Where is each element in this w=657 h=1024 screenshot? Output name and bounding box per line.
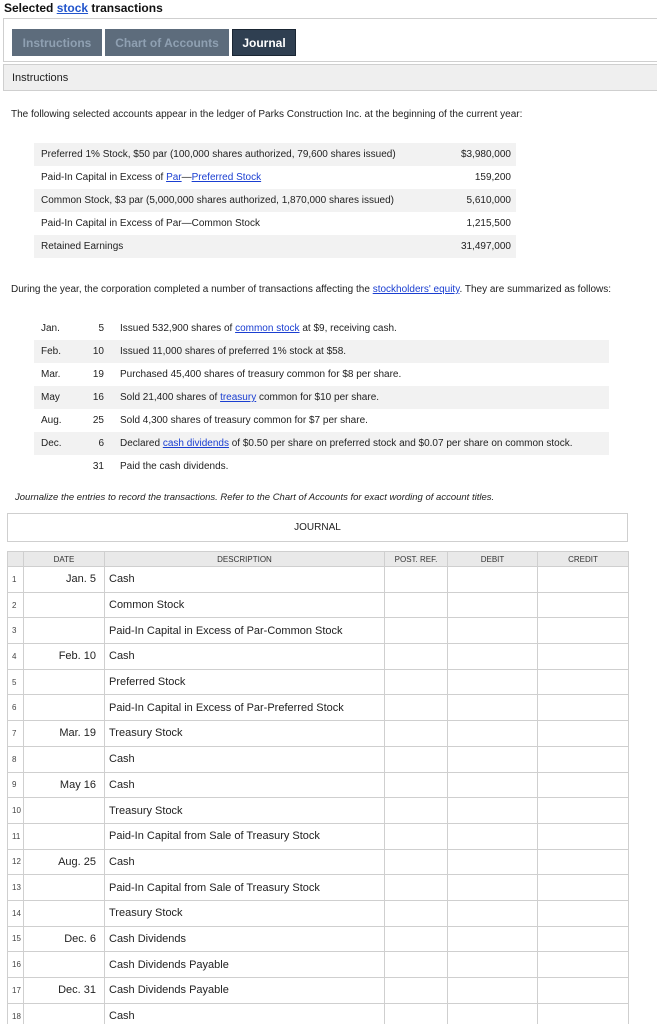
date-cell[interactable]: Aug. 25 — [24, 849, 105, 875]
description-cell[interactable]: Treasury Stock — [105, 798, 385, 824]
date-cell[interactable]: Jan. 5 — [24, 567, 105, 593]
row-number-header — [8, 552, 24, 567]
post-ref-cell[interactable] — [385, 772, 448, 798]
transaction-row — [34, 432, 609, 455]
journal-title: JOURNAL — [7, 513, 628, 542]
tab-instructions[interactable]: Instructions — [12, 29, 102, 56]
credit-cell[interactable] — [538, 669, 629, 695]
stockholders-equity-link[interactable]: stockholders' equity — [372, 284, 460, 295]
transaction-row — [34, 386, 609, 409]
description-cell[interactable]: Paid-In Capital in Excess of Par-Preferred Stock — [105, 695, 385, 721]
post-ref-cell[interactable] — [385, 823, 448, 849]
credit-cell[interactable] — [538, 644, 629, 670]
post-ref-cell[interactable] — [385, 695, 448, 721]
post-ref-cell[interactable] — [385, 746, 448, 772]
journal-header-row — [8, 552, 629, 567]
date-cell[interactable]: May 16 — [24, 772, 105, 798]
row-number: 15 — [8, 926, 24, 952]
transaction-month: Feb. — [41, 346, 62, 357]
post-ref-cell[interactable] — [385, 669, 448, 695]
journal-row — [8, 823, 629, 849]
date-cell[interactable] — [24, 669, 105, 695]
transaction-month: Aug. — [41, 415, 62, 426]
transaction-text: Paid the cash dividends. — [120, 461, 229, 472]
date-cell[interactable] — [24, 875, 105, 901]
description-cell[interactable]: Treasury Stock — [105, 900, 385, 926]
post-ref-column-header: POST. REF. — [385, 552, 448, 567]
post-ref-cell[interactable] — [385, 567, 448, 593]
credit-cell[interactable] — [538, 1003, 629, 1024]
row-number: 5 — [8, 669, 24, 695]
transaction-day: 25 — [92, 415, 104, 426]
credit-cell[interactable] — [538, 746, 629, 772]
instructions-header: Instructions — [3, 64, 657, 91]
credit-cell[interactable] — [538, 721, 629, 747]
description-cell[interactable]: Paid-In Capital from Sale of Treasury Stock — [105, 875, 385, 901]
tab-chart-of-accounts[interactable]: Chart of Accounts — [105, 29, 229, 56]
post-ref-cell[interactable] — [385, 875, 448, 901]
row-number: 18 — [8, 1003, 24, 1024]
transaction-row — [34, 455, 609, 478]
account-amount: 1,215,500 — [466, 218, 511, 229]
date-cell[interactable] — [24, 952, 105, 978]
row-number: 10 — [8, 798, 24, 824]
transaction-day: 6 — [98, 438, 104, 449]
tab-bar — [3, 18, 657, 62]
journal-row — [8, 746, 629, 772]
journal-row — [8, 567, 629, 593]
transaction-description — [120, 369, 401, 380]
debit-cell[interactable] — [448, 900, 538, 926]
post-ref-cell[interactable] — [385, 721, 448, 747]
transaction-row — [34, 363, 609, 386]
transaction-text-suffix: at $9, receiving cash. — [299, 323, 397, 334]
transaction-text: Sold 21,400 shares of — [120, 392, 221, 403]
credit-cell[interactable] — [538, 618, 629, 644]
post-ref-cell[interactable] — [385, 978, 448, 1004]
debit-cell[interactable] — [448, 823, 538, 849]
debit-cell[interactable] — [448, 978, 538, 1004]
debit-cell[interactable] — [448, 798, 538, 824]
date-cell[interactable]: Dec. 31 — [24, 978, 105, 1004]
journal-row — [8, 849, 629, 875]
row-number: 6 — [8, 695, 24, 721]
description-cell[interactable]: Cash — [105, 567, 385, 593]
post-ref-cell[interactable] — [385, 849, 448, 875]
date-cell[interactable] — [24, 900, 105, 926]
description-cell[interactable]: Cash — [105, 849, 385, 875]
date-cell[interactable]: Mar. 19 — [24, 721, 105, 747]
preferred-stock-link[interactable]: Preferred Stock — [191, 172, 262, 183]
description-column-header: DESCRIPTION — [105, 552, 385, 567]
account-amount: 31,497,000 — [460, 241, 511, 252]
transaction-description — [120, 415, 368, 426]
debit-cell[interactable] — [448, 669, 538, 695]
transaction-text-suffix: of $0.50 per share on preferred stock and $0.07 per share on common stock. — [228, 438, 573, 449]
description-cell[interactable]: Cash Dividends — [105, 926, 385, 952]
date-cell[interactable] — [24, 746, 105, 772]
transaction-link[interactable]: common stock — [235, 323, 300, 334]
row-number: 17 — [8, 978, 24, 1004]
account-label — [41, 172, 261, 183]
transaction-month: May — [41, 392, 60, 403]
credit-cell[interactable] — [538, 926, 629, 952]
credit-cell[interactable] — [538, 900, 629, 926]
journal-instruction: Journalize the entries to record the transactions. Refer to the Chart of Accounts for exact wording of account titles. — [15, 492, 495, 503]
row-number: 16 — [8, 952, 24, 978]
transaction-row — [34, 340, 609, 363]
journal-row — [8, 669, 629, 695]
transaction-month: Jan. — [41, 323, 60, 334]
debit-cell[interactable] — [448, 618, 538, 644]
journal-row — [8, 875, 629, 901]
transaction-link[interactable]: cash dividends — [162, 438, 229, 449]
transaction-month: Dec. — [41, 438, 62, 449]
page-title-suffix: transactions — [88, 1, 163, 15]
transaction-day: 10 — [92, 346, 104, 357]
description-cell[interactable]: Cash Dividends Payable — [105, 978, 385, 1004]
transaction-day: 5 — [98, 323, 104, 334]
debit-cell[interactable] — [448, 746, 538, 772]
post-ref-cell[interactable] — [385, 644, 448, 670]
accounts-table — [34, 143, 516, 258]
account-amount: 159,200 — [474, 172, 511, 183]
row-number: 13 — [8, 875, 24, 901]
account-row — [34, 235, 516, 258]
date-cell[interactable] — [24, 618, 105, 644]
transactions-table — [34, 317, 609, 478]
transaction-text: Issued 532,900 shares of — [120, 323, 236, 334]
stock-link[interactable]: stock — [56, 1, 89, 15]
debit-cell[interactable] — [448, 772, 538, 798]
description-cell[interactable]: Common Stock — [105, 592, 385, 618]
account-row — [34, 189, 516, 212]
row-number: 2 — [8, 592, 24, 618]
debit-cell[interactable] — [448, 849, 538, 875]
date-column-header: DATE — [24, 552, 105, 567]
journal-row — [8, 618, 629, 644]
debit-cell[interactable] — [448, 592, 538, 618]
journal-row — [8, 772, 629, 798]
date-cell[interactable] — [24, 695, 105, 721]
credit-cell[interactable] — [538, 592, 629, 618]
date-cell[interactable] — [24, 1003, 105, 1024]
description-cell[interactable]: Cash — [105, 772, 385, 798]
transaction-day: 16 — [92, 392, 104, 403]
transaction-text: Declared — [120, 438, 163, 449]
description-cell[interactable]: Paid-In Capital from Sale of Treasury Stock — [105, 823, 385, 849]
description-cell[interactable]: Treasury Stock — [105, 721, 385, 747]
debit-cell[interactable] — [448, 567, 538, 593]
journal-row — [8, 978, 629, 1004]
account-label-text: Paid-In Capital in Excess of — [41, 172, 167, 183]
account-label-sep: — — [181, 172, 192, 183]
transaction-text-suffix: common for $10 per share. — [256, 392, 380, 403]
row-number: 7 — [8, 721, 24, 747]
row-number: 12 — [8, 849, 24, 875]
credit-cell[interactable] — [538, 567, 629, 593]
row-number: 1 — [8, 567, 24, 593]
account-amount: 5,610,000 — [466, 195, 511, 206]
date-cell[interactable] — [24, 592, 105, 618]
credit-cell[interactable] — [538, 823, 629, 849]
credit-cell[interactable] — [538, 978, 629, 1004]
credit-cell[interactable] — [538, 772, 629, 798]
credit-cell[interactable] — [538, 695, 629, 721]
row-number: 3 — [8, 618, 24, 644]
transaction-text: Purchased 45,400 shares of treasury common for $8 per share. — [120, 369, 402, 380]
journal-row — [8, 798, 629, 824]
description-cell[interactable]: Cash Dividends Payable — [105, 952, 385, 978]
description-cell[interactable]: Cash — [105, 746, 385, 772]
description-cell[interactable]: Preferred Stock — [105, 669, 385, 695]
debit-cell[interactable] — [448, 926, 538, 952]
transactions-intro-suffix: . They are summarized as follows: — [459, 284, 612, 295]
account-row — [34, 143, 516, 166]
debit-cell[interactable] — [448, 644, 538, 670]
journal-row — [8, 644, 629, 670]
post-ref-cell[interactable] — [385, 926, 448, 952]
credit-cell[interactable] — [538, 875, 629, 901]
transactions-intro-text: During the year, the corporation completed a number of transactions affecting the — [11, 284, 373, 295]
page-title — [4, 1, 163, 15]
transaction-day: 19 — [92, 369, 104, 380]
transaction-description — [120, 438, 573, 449]
date-cell[interactable]: Dec. 6 — [24, 926, 105, 952]
account-row — [34, 166, 516, 189]
instructions-intro: The following selected accounts appear in the ledger of Parks Construction Inc. at the beginning of the current year: — [11, 109, 523, 120]
transaction-text: Issued 11,000 shares of preferred 1% stock at $58. — [120, 346, 347, 357]
transaction-day: 31 — [92, 461, 104, 472]
transaction-row — [34, 409, 609, 432]
row-number: 11 — [8, 823, 24, 849]
journal-row — [8, 926, 629, 952]
credit-cell[interactable] — [538, 849, 629, 875]
transaction-description — [120, 346, 346, 357]
account-label: Common Stock, $3 par (5,000,000 shares authorized, 1,870,000 shares issued) — [41, 195, 394, 206]
debit-cell[interactable] — [448, 875, 538, 901]
debit-cell[interactable] — [448, 721, 538, 747]
credit-cell[interactable] — [538, 952, 629, 978]
journal-row — [8, 592, 629, 618]
post-ref-cell[interactable] — [385, 900, 448, 926]
post-ref-cell[interactable] — [385, 618, 448, 644]
debit-cell[interactable] — [448, 952, 538, 978]
date-cell[interactable] — [24, 823, 105, 849]
debit-cell[interactable] — [448, 695, 538, 721]
row-number: 9 — [8, 772, 24, 798]
account-row — [34, 212, 516, 235]
account-label: Paid-In Capital in Excess of Par—Common Stock — [41, 218, 260, 229]
transaction-link[interactable]: treasury — [220, 392, 257, 403]
debit-cell[interactable] — [448, 1003, 538, 1024]
journal-row — [8, 695, 629, 721]
post-ref-cell[interactable] — [385, 1003, 448, 1024]
page-title-prefix: Selected — [4, 1, 57, 15]
journal-row — [8, 952, 629, 978]
transactions-intro — [11, 284, 611, 295]
tab-journal[interactable]: Journal — [232, 29, 296, 56]
debit-column-header: DEBIT — [448, 552, 538, 567]
description-cell[interactable]: Cash — [105, 1003, 385, 1024]
transaction-month: Mar. — [41, 369, 61, 380]
post-ref-cell[interactable] — [385, 952, 448, 978]
transaction-description — [120, 392, 379, 403]
date-cell[interactable]: Feb. 10 — [24, 644, 105, 670]
row-number: 14 — [8, 900, 24, 926]
transaction-text: Sold 4,300 shares of treasury common for $7 per share. — [120, 415, 368, 426]
account-amount: $3,980,000 — [460, 149, 511, 160]
account-label: Retained Earnings — [41, 241, 124, 252]
journal-row — [8, 1003, 629, 1024]
journal-body — [8, 567, 629, 1024]
transaction-row — [34, 317, 609, 340]
journal-table — [7, 551, 629, 1024]
row-number: 4 — [8, 644, 24, 670]
description-cell[interactable]: Cash — [105, 644, 385, 670]
date-cell[interactable] — [24, 798, 105, 824]
transaction-description — [120, 323, 397, 334]
post-ref-cell[interactable] — [385, 798, 448, 824]
journal-row — [8, 721, 629, 747]
description-cell[interactable]: Paid-In Capital in Excess of Par-Common Stock — [105, 618, 385, 644]
journal-row — [8, 900, 629, 926]
account-label: Preferred 1% Stock, $50 par (100,000 shares authorized, 79,600 shares issued) — [41, 149, 396, 160]
post-ref-cell[interactable] — [385, 592, 448, 618]
credit-cell[interactable] — [538, 798, 629, 824]
row-number: 8 — [8, 746, 24, 772]
transaction-description — [120, 461, 228, 472]
credit-column-header: CREDIT — [538, 552, 629, 567]
par-link[interactable]: Par — [166, 172, 182, 183]
